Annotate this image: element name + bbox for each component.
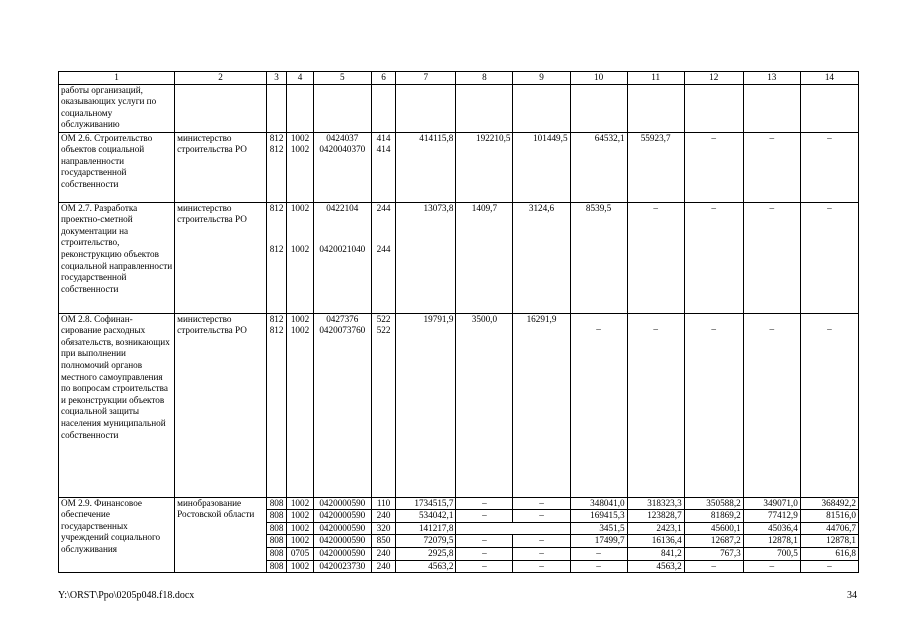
code-cell: 812: [269, 202, 284, 213]
code-cell: 0420000590: [313, 547, 371, 560]
code-cell: 808: [266, 535, 286, 548]
code-cell: 320: [371, 522, 395, 535]
value-cell: 368492,2: [800, 497, 858, 510]
value-cell: 13073,8: [396, 202, 456, 313]
value-cell: 350588,2: [684, 497, 743, 510]
value-cell: 192210,5: [456, 132, 513, 202]
value-cell: –: [456, 560, 513, 573]
code-cell: 808: [266, 560, 286, 573]
value-cell: –: [653, 323, 658, 334]
value-cell: –: [570, 560, 627, 573]
header-cell: 11: [627, 72, 684, 85]
value-cell: –: [684, 202, 743, 313]
value-cell: –: [743, 560, 800, 573]
code-cell: 812: [269, 244, 284, 255]
value-cell: 19791,9: [396, 313, 456, 497]
header-cell: 6: [371, 72, 395, 85]
measure-name-cell: ОМ 2.6. Строительство объектов социальной направленности государственной собственности: [59, 132, 175, 202]
value-cell: –: [456, 497, 513, 510]
code-cell: 240: [371, 510, 395, 523]
code-cell: 812: [269, 325, 284, 336]
value-cell: 318323,3: [627, 497, 684, 510]
value-cell: 8539,5: [570, 202, 627, 313]
value-cell: 414115,8: [396, 132, 456, 202]
measure-name-cell: ОМ 2.9. Финансовое обеспечение государственных учреждений социального обслуживания: [59, 497, 175, 573]
value-cell: 767,3: [684, 547, 743, 560]
value-cell: 4563,2: [396, 560, 456, 573]
value-cell: –: [596, 323, 601, 334]
code-cell: 0420000590: [313, 522, 371, 535]
code-cell: 0420000590: [313, 510, 371, 523]
code-cell: 808: [266, 510, 286, 523]
code-cell: 812: [269, 144, 284, 155]
value-cell: 349071,0: [743, 497, 800, 510]
value-cell: –: [513, 510, 570, 523]
value-cell: –: [743, 132, 800, 202]
table-row: [59, 84, 859, 132]
value-cell: 3451,5: [570, 522, 627, 535]
code-cell: 808: [266, 522, 286, 535]
table-row: [59, 313, 859, 497]
code-cell: 1002: [287, 497, 313, 510]
value-cell: 1409,7: [456, 202, 513, 313]
code-cell: 0427376: [326, 313, 359, 324]
header-cell: 4: [287, 72, 313, 85]
value-cell: 55923,7: [627, 132, 684, 202]
code-cell: 1002: [287, 560, 313, 573]
value-cell: 17499,7: [570, 535, 627, 548]
code-cell: 522: [376, 313, 391, 324]
value-cell: 77412,9: [743, 510, 800, 523]
footer-page-number: 34: [847, 590, 857, 601]
header-cell: 7: [396, 72, 456, 85]
code-cell: 414: [376, 132, 391, 143]
code-cell: 1002: [290, 325, 310, 336]
code-cell: 808: [266, 547, 286, 560]
value-cell: 169415,3: [570, 510, 627, 523]
value-cell: –: [456, 547, 513, 560]
code-cell: 244: [376, 244, 391, 255]
value-cell: –: [513, 560, 570, 573]
code-cell: 522: [376, 325, 391, 336]
program-table: [58, 71, 859, 573]
value-cell: 12878,1: [800, 535, 858, 548]
value-cell: –: [456, 510, 513, 523]
code-cell: 0705: [287, 547, 313, 560]
value-cell: 123828,7: [627, 510, 684, 523]
value-cell: 81516,0: [800, 510, 858, 523]
header-cell: 8: [456, 72, 513, 85]
header-cell: 10: [570, 72, 627, 85]
code-cell: 0420023730: [313, 560, 371, 573]
header-row: [59, 72, 859, 85]
value-cell: 45600,1: [684, 522, 743, 535]
value-cell: –: [570, 547, 627, 560]
code-cell: 0420000590: [313, 535, 371, 548]
value-cell: 616,8: [800, 547, 858, 560]
value-cell: –: [627, 202, 684, 313]
value-cell: –: [684, 132, 743, 202]
value-cell: 3500,0: [456, 313, 513, 497]
value-cell: –: [827, 323, 832, 334]
value-cell: –: [800, 202, 858, 313]
value-cell: 16291,9: [513, 313, 570, 497]
value-cell: 700,5: [743, 547, 800, 560]
header-cell: 1: [59, 72, 175, 85]
header-cell: 13: [743, 72, 800, 85]
value-cell: –: [456, 535, 513, 548]
value-cell: 44706,7: [800, 522, 858, 535]
value-cell: 1734515,7: [396, 497, 456, 510]
measure-name-cell: ОМ 2.7. Разработка проектно-сметной документации на строительство, реконструкцию объектов социальной направленности государственной собственности: [59, 202, 175, 313]
value-cell: 101449,5: [513, 132, 570, 202]
value-cell: 2423,1: [627, 522, 684, 535]
code-cell: 244: [376, 202, 391, 213]
value-cell: –: [513, 535, 570, 548]
measure-name-cell: ОМ 2.8. Софинан-сирование расходных обязательств, возникающих при выполнении полномочий органов местного самоуправления по вопросам строительства и реконструкции объектов социальной защиты населения муниципальной собственности: [59, 313, 175, 497]
value-cell: 16136,4: [627, 535, 684, 548]
code-cell: 1002: [290, 132, 310, 143]
value-cell: 2925,8: [396, 547, 456, 560]
table-row: [59, 132, 859, 202]
value-cell: 141217,8: [396, 522, 456, 535]
header-cell: 12: [684, 72, 743, 85]
code-cell: 240: [371, 560, 395, 573]
code-cell: 812: [269, 313, 284, 324]
code-cell: 414: [376, 144, 391, 155]
footer-file-path: Y:\ORST\Ppo\0205p048.f18.docx: [58, 590, 195, 601]
code-cell: 0424037: [326, 132, 359, 143]
value-cell: 348041,0: [570, 497, 627, 510]
code-cell: 850: [371, 535, 395, 548]
value-cell: –: [769, 323, 775, 334]
code-cell: 1002: [287, 522, 313, 535]
code-cell: 1002: [290, 244, 310, 255]
ministry-cell: министерство строительства РО: [175, 132, 267, 202]
code-cell: 0420073760: [319, 325, 366, 336]
measure-name-cell: работы организаций, оказывающих услуги по социальному обслуживанию: [59, 84, 175, 132]
value-cell: –: [800, 132, 858, 202]
code-cell: 808: [266, 497, 286, 510]
value-cell: 4563,2: [627, 560, 684, 573]
header-cell: 2: [175, 72, 267, 85]
value-cell: 3124,6: [513, 202, 570, 313]
value-cell: –: [513, 547, 570, 560]
code-cell: 0420040370: [319, 144, 366, 155]
value-cell: –: [743, 202, 800, 313]
ministry-cell: минобразование Ростовской области: [175, 497, 267, 573]
table-row: [59, 202, 859, 313]
value-cell: 12687,2: [684, 535, 743, 548]
code-cell: 240: [371, 547, 395, 560]
value-cell: –: [513, 497, 570, 510]
code-cell: 0420000590: [313, 497, 371, 510]
value-cell: 45036,4: [743, 522, 800, 535]
code-cell: 1002: [287, 535, 313, 548]
code-cell: 1002: [287, 510, 313, 523]
value-cell: –: [800, 560, 858, 573]
code-cell: 110: [371, 497, 395, 510]
code-cell: 1002: [290, 144, 310, 155]
value-cell: 12878,1: [743, 535, 800, 548]
code-cell: 0422104: [326, 202, 359, 213]
code-cell: 1002: [290, 202, 310, 213]
value-cell: 64532,1: [570, 132, 627, 202]
value-cell: 81869,2: [684, 510, 743, 523]
ministry-cell: министерство строительства РО: [175, 202, 267, 313]
header-cell: 9: [513, 72, 570, 85]
code-cell: 1002: [290, 313, 310, 324]
value-cell: –: [684, 560, 743, 573]
header-cell: 5: [313, 72, 371, 85]
code-cell: 812: [269, 132, 284, 143]
value-cell: –: [711, 323, 716, 334]
ministry-cell: министерство строительства РО: [175, 313, 267, 497]
table-row: [59, 497, 859, 510]
header-cell: 3: [266, 72, 286, 85]
header-cell: 14: [800, 72, 858, 85]
value-cell: 72079,5: [396, 535, 456, 548]
value-cell: 534042,1: [396, 510, 456, 523]
code-cell: 0420021040: [319, 244, 366, 255]
value-cell: 841,2: [627, 547, 684, 560]
